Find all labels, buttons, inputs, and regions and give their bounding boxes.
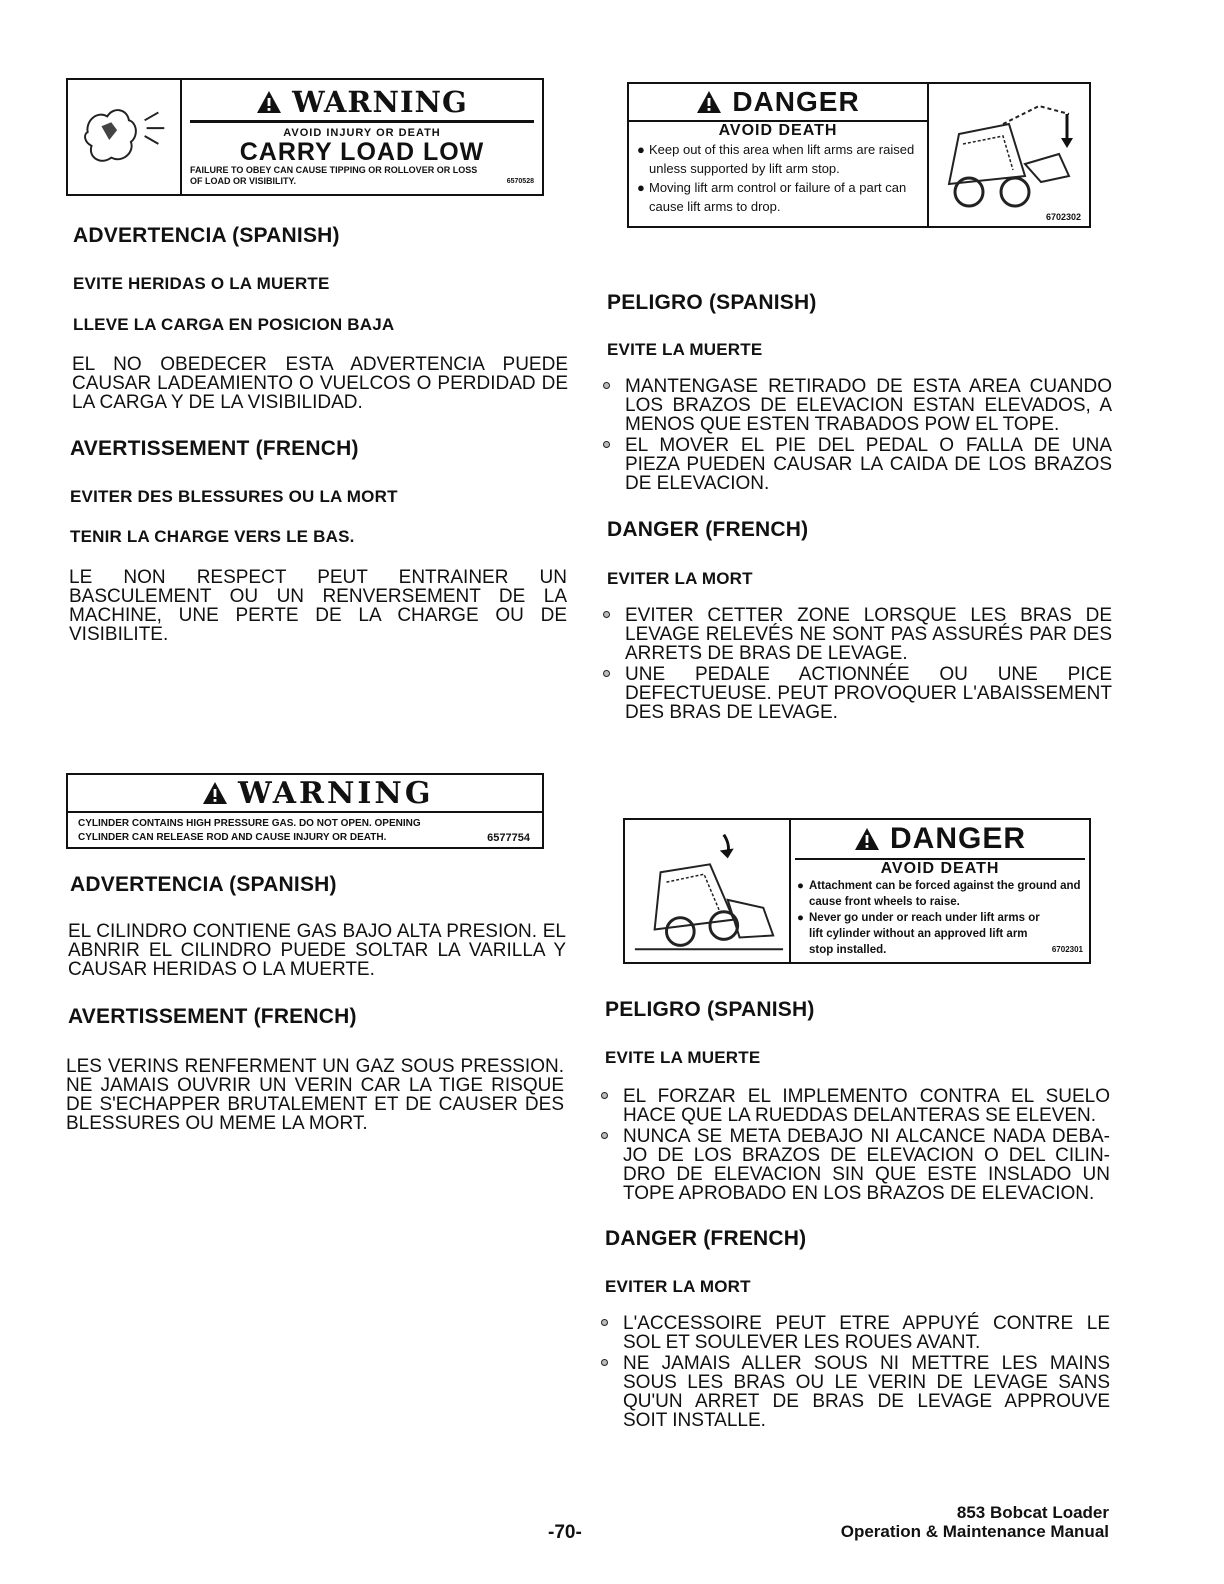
manual-title <box>841 1503 1109 1541</box>
section-heading: DANGER (FRENCH) <box>605 1227 807 1250</box>
bullet-icon <box>603 441 610 448</box>
manual-title-line2: Operation & Maintenance Manual <box>840 1522 1109 1541</box>
bullet-icon <box>603 611 610 618</box>
bullet-list <box>600 606 1112 724</box>
bullet-list <box>598 1087 1110 1205</box>
section-heading: ADVERTENCIA (SPANISH) <box>70 873 337 896</box>
hand-crush-pictogram <box>68 80 182 194</box>
bullet-list <box>598 1314 1110 1432</box>
bullet-icon <box>603 670 610 677</box>
section-heading: DANGER (FRENCH) <box>607 518 809 541</box>
danger-bullets <box>795 878 1085 958</box>
danger-bullet: ● Keep out of this area when lift arms are raised unless supported by lift arm stop. <box>637 142 915 176</box>
warning-line2: CARRY LOAD LOW <box>239 138 485 166</box>
warning-title: WARNING <box>190 84 534 123</box>
warning-decal-carry-load-low <box>66 78 544 196</box>
list-item: UNE PEDALE ACTIONNÉE OU UNE PICE DEFECTUEUSE. PEUT PROVOQUER L'ABAISSEMENT DES BRAS DE LEVAGE. <box>600 665 1112 722</box>
bullet-list <box>600 377 1112 495</box>
loader-tipping-icon <box>625 820 789 962</box>
danger-decal-attachment <box>623 818 1091 964</box>
section-body: LES VERINS RENFERMENT UN GAZ SOUS PRESSION. NE JAMAIS OUVRIR UN VERIN CAR LA TIGE RISQUE DE S'ECHAPPER BRUTALEMENT ET DE CAUSER DES BLESSURES OU MEME LA MORT. <box>66 1056 564 1134</box>
alert-triangle-icon <box>202 781 228 805</box>
warning-line1: AVOID INJURY OR DEATH <box>283 127 441 139</box>
list-item: MANTENGASE RETIRADO DE ESTA AREA CUANDO LOS BRAZOS DE ELEVACION ESTAN ELEVADOS, A MENOS QUE ESTEN TRABADOS POW EL TOPE. <box>600 377 1112 434</box>
danger-bullets <box>629 140 927 216</box>
danger-title: DANGER <box>629 84 927 122</box>
alert-triangle-icon <box>696 90 722 114</box>
list-item: EL MOVER EL PIE DEL PEDAL O FALLA DE UNA PIEZA PUEDEN CAUSAR LA CAIDA DE LOS BRAZOS DE ELEVACION. <box>600 436 1112 493</box>
danger-decal-lift-arms <box>627 82 1091 228</box>
list-item: NUNCA SE META DEBAJO NI ALCANCE NADA DEBA-JO DE LOS BRAZOS DE ELEVACION O DEL CILIN-DRO DE ELEVACION SIN QUE ESTE INSLADO UN TOPE APROBADO EN LOS BRAZOS DE ELEVACION. <box>598 1127 1110 1203</box>
part-number: 6702301 <box>1051 945 1083 954</box>
bullet-icon <box>601 1319 608 1326</box>
section-subheading: EVITE HERIDAS O LA MUERTE <box>73 274 330 293</box>
bullet-icon <box>603 382 610 389</box>
manual-title-line1: 853 Bobcat Loader <box>956 1503 1109 1522</box>
section-heading: ADVERTENCIA (SPANISH) <box>73 224 340 247</box>
part-number: 6577754 <box>487 832 530 844</box>
bullet-icon <box>601 1132 608 1139</box>
bullet-icon <box>601 1092 608 1099</box>
bullet-icon <box>601 1359 608 1366</box>
loader-raised-arms-pictogram <box>929 84 1089 226</box>
page-number: -70- <box>548 1522 582 1543</box>
section-heading: AVERTISSEMENT (FRENCH) <box>68 1005 357 1028</box>
warning-title: WARNING <box>68 775 542 813</box>
warning-text: CYLINDER CONTAINS HIGH PRESSURE GAS. DO NOT OPEN. OPENING CYLINDER CAN RELEASE ROD AND CAUSE INJURY OR DEATH. <box>78 818 421 843</box>
section-body: LE NON RESPECT PEUT ENTRAINER UN BASCULEMENT OU UN RENVERSEMENT DE LA MACHINE, UNE PERTE DE LA CHARGE OU DE VISIBILITE. <box>69 567 567 645</box>
section-heading: AVERTISSEMENT (FRENCH) <box>70 437 359 460</box>
alert-triangle-icon <box>256 90 282 114</box>
warning-line3: FAILURE TO OBEY CAN CAUSE TIPPING OR ROLLOVER OR LOSS OF LOAD OR VISIBILITY. <box>190 165 478 186</box>
section-subheading: EVITE LA MUERTE <box>607 340 763 359</box>
section-subheading: EVITER LA MORT <box>607 569 753 588</box>
section-subheading: TENIR LA CHARGE VERS LE BAS. <box>70 527 355 546</box>
list-item: L'ACCESSOIRE PEUT ETRE APPUYÉ CONTRE LE SOL ET SOULEVER LES ROUES AVANT. <box>598 1314 1110 1352</box>
danger-title: DANGER <box>795 820 1085 860</box>
warning-decal-cylinder-gas <box>66 773 544 849</box>
danger-bullet: ● Attachment can be forced against the ground and cause front wheels to raise. <box>797 880 1081 908</box>
skid-steer-loader-icon <box>929 84 1089 226</box>
danger-bullet: ● Moving lift arm control or failure of a part can cause lift arms to drop. <box>637 180 907 214</box>
section-body: EL CILINDRO CONTIENE GAS BAJO ALTA PRESION. EL ABNRIR EL CILINDRO PUEDE SOLTAR LA VARILLA Y CAUSAR HERIDAS O LA MUERTE. <box>68 921 566 980</box>
section-subheading: LLEVE LA CARGA EN POSICION BAJA <box>73 315 395 334</box>
section-heading: PELIGRO (SPANISH) <box>605 998 815 1021</box>
danger-bullet: ● Never go under or reach under lift arms or lift cylinder without an approved lift arm stop installed. 6702301 <box>797 912 1083 956</box>
section-subheading: EVITER LA MORT <box>605 1277 751 1296</box>
section-subheading: EVITE LA MUERTE <box>605 1048 761 1067</box>
loader-tipping-pictogram <box>625 820 791 962</box>
section-subheading: EVITER DES BLESSURES OU LA MORT <box>70 487 398 506</box>
list-item: EVITER CETTER ZONE LORSQUE LES BRAS DE LEVAGE RELEVÉS NE SONT PAS ASSURÉS PAR DES ARRETS DE BRAS DE LEVAGE. <box>600 606 1112 663</box>
danger-sub: AVOID DEATH <box>718 122 838 139</box>
section-body: EL NO OBEDECER ESTA ADVERTENCIA PUEDE CAUSAR LADEAMIENTO O VUELCOS O PERDIDAD DE LA CARGA Y DE LA VISIBILIDAD. <box>72 354 568 413</box>
hand-crush-icon <box>68 80 180 194</box>
danger-sub: AVOID DEATH <box>880 860 1000 877</box>
list-item: NE JAMAIS ALLER SOUS NI METTRE LES MAINS SOUS LES BRAS OU LE VERIN DE LEVAGE SANS QU'UN ARRET DE BRAS DE LEVAGE APPROUVE SOIT INSTALLE. <box>598 1354 1110 1430</box>
section-heading: PELIGRO (SPANISH) <box>607 291 817 314</box>
list-item: EL FORZAR EL IMPLEMENTO CONTRA EL SUELO HACE QUE LA RUEDDAS DELANTERAS SE ELEVEN. <box>598 1087 1110 1125</box>
alert-triangle-icon <box>854 827 880 851</box>
part-number: 6570528 <box>506 178 534 185</box>
part-number: 6702302 <box>1045 212 1081 222</box>
